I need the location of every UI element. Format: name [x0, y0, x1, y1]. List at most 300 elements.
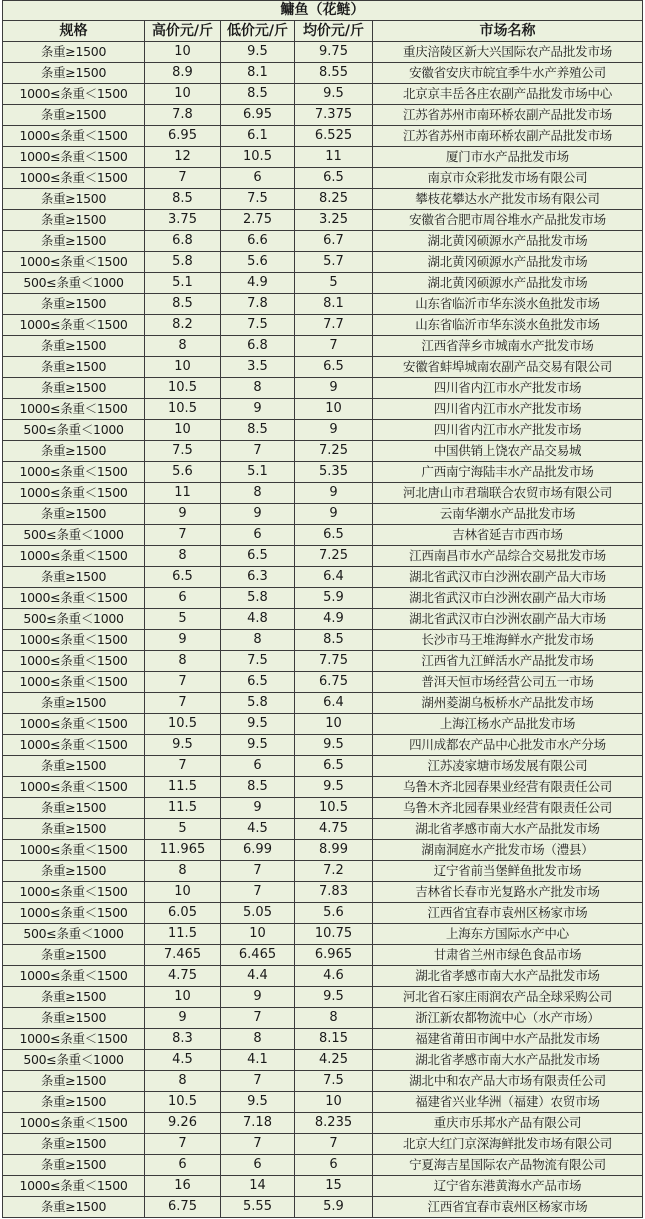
table-row	[3, 777, 643, 798]
cell-high-price: 11.5	[145, 924, 221, 945]
table-row	[3, 861, 643, 882]
price-table	[2, 0, 643, 1218]
cell-high-price: 4.5	[145, 1050, 221, 1071]
cell-market: 四川成都农产品中心批发市水产分场	[373, 735, 643, 756]
cell-spec: 条重≥1500	[3, 945, 145, 966]
cell-spec: 1000≤条重＜1500	[3, 588, 145, 609]
cell-spec: 条重≥1500	[3, 1197, 145, 1218]
cell-high-price: 4.75	[145, 966, 221, 987]
table-row	[3, 84, 643, 105]
table-row	[3, 168, 643, 189]
cell-low-price: 7	[221, 1071, 295, 1092]
cell-high-price: 8	[145, 861, 221, 882]
cell-low-price: 4.8	[221, 609, 295, 630]
cell-market: 江西南昌市水产品综合交易批发市场	[373, 546, 643, 567]
cell-avg-price: 7.83	[295, 882, 373, 903]
cell-high-price: 7	[145, 168, 221, 189]
cell-low-price: 6.465	[221, 945, 295, 966]
cell-spec: 1000≤条重＜1500	[3, 840, 145, 861]
table-row	[3, 1113, 643, 1134]
cell-low-price: 7	[221, 882, 295, 903]
cell-high-price: 6.75	[145, 1197, 221, 1218]
cell-market: 云南华潮水产品批发市场	[373, 504, 643, 525]
cell-low-price: 6.3	[221, 567, 295, 588]
cell-spec: 1000≤条重＜1500	[3, 672, 145, 693]
cell-spec: 条重≥1500	[3, 1008, 145, 1029]
cell-avg-price: 9	[295, 483, 373, 504]
cell-high-price: 9.26	[145, 1113, 221, 1134]
cell-low-price: 7	[221, 1008, 295, 1029]
cell-low-price: 7.5	[221, 189, 295, 210]
cell-spec: 500≤条重＜1000	[3, 273, 145, 294]
cell-spec: 1000≤条重＜1500	[3, 84, 145, 105]
cell-market: 江西省萍乡市城南水产批发市场	[373, 336, 643, 357]
table-row	[3, 252, 643, 273]
table-row	[3, 588, 643, 609]
cell-low-price: 5.6	[221, 252, 295, 273]
cell-market: 湖州菱湖乌板桥水产品批发市场	[373, 693, 643, 714]
cell-high-price: 6.05	[145, 903, 221, 924]
cell-avg-price: 5.9	[295, 588, 373, 609]
cell-low-price: 9	[221, 504, 295, 525]
cell-market: 湖南洞庭水产批发市场（澧县）	[373, 840, 643, 861]
cell-low-price: 5.8	[221, 588, 295, 609]
cell-high-price: 10.5	[145, 378, 221, 399]
cell-avg-price: 3.25	[295, 210, 373, 231]
cell-avg-price: 6	[295, 1155, 373, 1176]
table-row	[3, 798, 643, 819]
cell-spec: 条重≥1500	[3, 567, 145, 588]
cell-market: 攀枝花攀达水产批发市场有限公司	[373, 189, 643, 210]
table-row	[3, 546, 643, 567]
cell-market: 江苏凌家塘市场发展有限公司	[373, 756, 643, 777]
cell-spec: 条重≥1500	[3, 294, 145, 315]
cell-market: 湖北中和农产品大市场有限责任公司	[373, 1071, 643, 1092]
cell-low-price: 6.5	[221, 546, 295, 567]
cell-spec: 500≤条重＜1000	[3, 525, 145, 546]
cell-spec: 条重≥1500	[3, 819, 145, 840]
cell-avg-price: 6.7	[295, 231, 373, 252]
cell-low-price: 7.8	[221, 294, 295, 315]
cell-low-price: 6.95	[221, 105, 295, 126]
cell-avg-price: 7.2	[295, 861, 373, 882]
cell-market: 山东省临沂市华东淡水鱼批发市场	[373, 294, 643, 315]
cell-avg-price: 7.5	[295, 1071, 373, 1092]
cell-high-price: 11	[145, 483, 221, 504]
cell-high-price: 6.8	[145, 231, 221, 252]
cell-avg-price: 5.7	[295, 252, 373, 273]
cell-high-price: 7	[145, 525, 221, 546]
cell-high-price: 10	[145, 84, 221, 105]
cell-spec: 1000≤条重＜1500	[3, 126, 145, 147]
cell-avg-price: 9	[295, 504, 373, 525]
title-row	[3, 1, 643, 21]
cell-avg-price: 4.6	[295, 966, 373, 987]
cell-spec: 1000≤条重＜1500	[3, 252, 145, 273]
cell-low-price: 9.5	[221, 42, 295, 63]
cell-high-price: 5.6	[145, 462, 221, 483]
cell-spec: 条重≥1500	[3, 798, 145, 819]
header-avg-price: 均价元/斤	[295, 21, 373, 42]
cell-high-price: 16	[145, 1176, 221, 1197]
cell-market: 上海江杨水产品批发市场	[373, 714, 643, 735]
cell-spec: 条重≥1500	[3, 63, 145, 84]
cell-avg-price: 4.25	[295, 1050, 373, 1071]
cell-market: 普洱天恒市场经营公司五一市场	[373, 672, 643, 693]
cell-avg-price: 6.4	[295, 693, 373, 714]
table-row	[3, 1197, 643, 1218]
cell-high-price: 8	[145, 1071, 221, 1092]
cell-low-price: 5.55	[221, 1197, 295, 1218]
cell-high-price: 8.5	[145, 294, 221, 315]
cell-avg-price: 7.7	[295, 315, 373, 336]
cell-spec: 500≤条重＜1000	[3, 1050, 145, 1071]
cell-spec: 条重≥1500	[3, 42, 145, 63]
cell-avg-price: 4.75	[295, 819, 373, 840]
cell-avg-price: 8.55	[295, 63, 373, 84]
cell-avg-price: 8.25	[295, 189, 373, 210]
cell-avg-price: 8.15	[295, 1029, 373, 1050]
cell-market: 北京京丰岳各庄农副产品批发市场中心	[373, 84, 643, 105]
cell-high-price: 11.5	[145, 777, 221, 798]
cell-spec: 条重≥1500	[3, 1092, 145, 1113]
table-row	[3, 693, 643, 714]
cell-market: 湖北省武汉市白沙洲农副产品大市场	[373, 567, 643, 588]
cell-high-price: 5	[145, 819, 221, 840]
cell-spec: 条重≥1500	[3, 336, 145, 357]
cell-spec: 1000≤条重＜1500	[3, 966, 145, 987]
cell-avg-price: 10	[295, 399, 373, 420]
cell-market: 辽宁省东港黄海水产品市场	[373, 1176, 643, 1197]
cell-high-price: 10	[145, 357, 221, 378]
cell-low-price: 6.1	[221, 126, 295, 147]
cell-avg-price: 10	[295, 1092, 373, 1113]
table-row	[3, 609, 643, 630]
cell-high-price: 10	[145, 882, 221, 903]
cell-high-price: 3.75	[145, 210, 221, 231]
cell-spec: 条重≥1500	[3, 1134, 145, 1155]
table-row	[3, 483, 643, 504]
cell-spec: 1000≤条重＜1500	[3, 1176, 145, 1197]
cell-market: 南京市众彩批发市场有限公司	[373, 168, 643, 189]
cell-high-price: 7.8	[145, 105, 221, 126]
cell-market: 湖北黄冈硕源水产品批发市场	[373, 273, 643, 294]
cell-low-price: 6	[221, 1155, 295, 1176]
cell-spec: 条重≥1500	[3, 357, 145, 378]
cell-low-price: 8.5	[221, 420, 295, 441]
cell-spec: 条重≥1500	[3, 1155, 145, 1176]
table-body	[3, 42, 643, 1218]
cell-spec: 1000≤条重＜1500	[3, 1029, 145, 1050]
cell-spec: 1000≤条重＜1500	[3, 399, 145, 420]
cell-market: 湖北省武汉市白沙洲农副产品大市场	[373, 588, 643, 609]
table-row	[3, 294, 643, 315]
cell-spec: 1000≤条重＜1500	[3, 882, 145, 903]
cell-low-price: 5.8	[221, 693, 295, 714]
table-row	[3, 1050, 643, 1071]
cell-avg-price: 5	[295, 273, 373, 294]
cell-avg-price: 9.5	[295, 777, 373, 798]
cell-high-price: 10.5	[145, 714, 221, 735]
cell-spec: 条重≥1500	[3, 231, 145, 252]
cell-spec: 1000≤条重＜1500	[3, 147, 145, 168]
cell-avg-price: 7.25	[295, 546, 373, 567]
cell-spec: 条重≥1500	[3, 189, 145, 210]
cell-avg-price: 6.5	[295, 525, 373, 546]
cell-avg-price: 9.5	[295, 735, 373, 756]
cell-low-price: 2.75	[221, 210, 295, 231]
cell-low-price: 8.1	[221, 63, 295, 84]
cell-spec: 1000≤条重＜1500	[3, 735, 145, 756]
cell-high-price: 6	[145, 1155, 221, 1176]
cell-avg-price: 8.235	[295, 1113, 373, 1134]
table-row	[3, 504, 643, 525]
cell-high-price: 10	[145, 42, 221, 63]
cell-low-price: 4.4	[221, 966, 295, 987]
cell-market: 四川省内江市水产批发市场	[373, 420, 643, 441]
cell-spec: 条重≥1500	[3, 210, 145, 231]
table-row	[3, 126, 643, 147]
cell-avg-price: 8.5	[295, 630, 373, 651]
cell-low-price: 9.5	[221, 714, 295, 735]
cell-low-price: 8	[221, 378, 295, 399]
table-row	[3, 672, 643, 693]
cell-market: 北京大红门京深海鲜批发市场有限公司	[373, 1134, 643, 1155]
cell-low-price: 8	[221, 1029, 295, 1050]
cell-avg-price: 4.9	[295, 609, 373, 630]
cell-high-price: 8.5	[145, 189, 221, 210]
cell-market: 安徽省蚌埠城南农副产品交易有限公司	[373, 357, 643, 378]
cell-market: 重庆市乐邦水产品有限公司	[373, 1113, 643, 1134]
cell-low-price: 7.18	[221, 1113, 295, 1134]
cell-market: 江苏省苏州市南环桥农副产品批发市场	[373, 126, 643, 147]
cell-avg-price: 9	[295, 420, 373, 441]
cell-high-price: 8.2	[145, 315, 221, 336]
cell-market: 湖北省武汉市白沙洲农副产品大市场	[373, 609, 643, 630]
cell-avg-price: 10.75	[295, 924, 373, 945]
cell-high-price: 8	[145, 546, 221, 567]
table-row	[3, 819, 643, 840]
table-row	[3, 735, 643, 756]
table-row	[3, 399, 643, 420]
cell-low-price: 4.5	[221, 819, 295, 840]
cell-low-price: 7.5	[221, 315, 295, 336]
cell-low-price: 8	[221, 483, 295, 504]
table-row	[3, 189, 643, 210]
cell-market: 广西南宁海陆丰水产品批发市场	[373, 462, 643, 483]
cell-low-price: 3.5	[221, 357, 295, 378]
table-row	[3, 1155, 643, 1176]
cell-market: 江西省九江鲜活水产品批发市场	[373, 651, 643, 672]
cell-market: 湖北省孝感市南大水产品批发市场	[373, 966, 643, 987]
table-row	[3, 714, 643, 735]
cell-avg-price: 10	[295, 714, 373, 735]
table-row	[3, 756, 643, 777]
cell-low-price: 5.1	[221, 462, 295, 483]
cell-market: 中国供销上饶农产品交易城	[373, 441, 643, 462]
cell-market: 福建省莆田市闽中水产品批发市场	[373, 1029, 643, 1050]
cell-market: 河北唐山市君瑞联合农贸市场有限公司	[373, 483, 643, 504]
cell-market: 乌鲁木齐北园春果业经营有限责任公司	[373, 777, 643, 798]
cell-spec: 1000≤条重＜1500	[3, 777, 145, 798]
cell-spec: 条重≥1500	[3, 504, 145, 525]
cell-market: 湖北黄冈硕源水产品批发市场	[373, 231, 643, 252]
table-row	[3, 945, 643, 966]
cell-spec: 条重≥1500	[3, 756, 145, 777]
cell-low-price: 6.8	[221, 336, 295, 357]
cell-avg-price: 6.5	[295, 756, 373, 777]
table-row	[3, 441, 643, 462]
cell-avg-price: 6.5	[295, 168, 373, 189]
table-row	[3, 147, 643, 168]
table-row	[3, 336, 643, 357]
cell-high-price: 11.965	[145, 840, 221, 861]
cell-low-price: 10	[221, 924, 295, 945]
cell-market: 四川省内江市水产批发市场	[373, 399, 643, 420]
cell-avg-price: 5.9	[295, 1197, 373, 1218]
table-row	[3, 63, 643, 84]
cell-avg-price: 9.75	[295, 42, 373, 63]
header-high-price: 高价元/斤	[145, 21, 221, 42]
cell-low-price: 7	[221, 1134, 295, 1155]
cell-spec: 条重≥1500	[3, 441, 145, 462]
cell-high-price: 5.1	[145, 273, 221, 294]
cell-low-price: 6.99	[221, 840, 295, 861]
cell-high-price: 5.8	[145, 252, 221, 273]
cell-market: 吉林省延吉市西市场	[373, 525, 643, 546]
table-row	[3, 903, 643, 924]
cell-market: 甘肃省兰州市绿色食品市场	[373, 945, 643, 966]
cell-spec: 条重≥1500	[3, 105, 145, 126]
cell-avg-price: 7.25	[295, 441, 373, 462]
cell-high-price: 6	[145, 588, 221, 609]
table-row	[3, 315, 643, 336]
table-row	[3, 378, 643, 399]
table-row	[3, 651, 643, 672]
cell-spec: 1000≤条重＜1500	[3, 546, 145, 567]
cell-high-price: 6.95	[145, 126, 221, 147]
cell-market: 宁夏海吉星国际农产品物流有限公司	[373, 1155, 643, 1176]
table-row	[3, 567, 643, 588]
cell-avg-price: 8.1	[295, 294, 373, 315]
cell-high-price: 11.5	[145, 798, 221, 819]
cell-high-price: 7	[145, 756, 221, 777]
table-row	[3, 1092, 643, 1113]
cell-avg-price: 11	[295, 147, 373, 168]
cell-low-price: 4.9	[221, 273, 295, 294]
cell-low-price: 9.5	[221, 735, 295, 756]
cell-avg-price: 7.75	[295, 651, 373, 672]
cell-spec: 1000≤条重＜1500	[3, 483, 145, 504]
cell-market: 吉林省长春市光复路水产批发市场	[373, 882, 643, 903]
cell-spec: 条重≥1500	[3, 861, 145, 882]
cell-avg-price: 6.4	[295, 567, 373, 588]
table-row	[3, 357, 643, 378]
cell-spec: 条重≥1500	[3, 693, 145, 714]
cell-high-price: 10.5	[145, 399, 221, 420]
cell-market: 安徽省安庆市皖宜季牛水产养殖公司	[373, 63, 643, 84]
cell-market: 福建省兴业华洲（福建）农贸市场	[373, 1092, 643, 1113]
cell-low-price: 9	[221, 987, 295, 1008]
header-spec: 规格	[3, 21, 145, 42]
table-row	[3, 882, 643, 903]
table-row	[3, 1134, 643, 1155]
cell-spec: 500≤条重＜1000	[3, 609, 145, 630]
cell-market: 安徽省合肥市周谷堆水产品批发市场	[373, 210, 643, 231]
cell-high-price: 5	[145, 609, 221, 630]
table-row	[3, 1008, 643, 1029]
table-row	[3, 420, 643, 441]
cell-high-price: 9.5	[145, 735, 221, 756]
cell-market: 江苏省苏州市南环桥农副产品批发市场	[373, 105, 643, 126]
cell-avg-price: 7.375	[295, 105, 373, 126]
cell-spec: 500≤条重＜1000	[3, 924, 145, 945]
table-row	[3, 1176, 643, 1197]
cell-spec: 1000≤条重＜1500	[3, 315, 145, 336]
cell-high-price: 8	[145, 336, 221, 357]
cell-market: 浙江新农都物流中心（水产市场）	[373, 1008, 643, 1029]
cell-high-price: 10.5	[145, 1092, 221, 1113]
cell-high-price: 7	[145, 693, 221, 714]
table-row	[3, 462, 643, 483]
cell-low-price: 7	[221, 861, 295, 882]
table-row	[3, 42, 643, 63]
cell-high-price: 8.3	[145, 1029, 221, 1050]
cell-avg-price: 6.965	[295, 945, 373, 966]
cell-avg-price: 6.525	[295, 126, 373, 147]
cell-avg-price: 8	[295, 1008, 373, 1029]
cell-avg-price: 8.99	[295, 840, 373, 861]
cell-low-price: 6.6	[221, 231, 295, 252]
table-row	[3, 630, 643, 651]
cell-market: 江西省宜春市袁州区杨家市场	[373, 903, 643, 924]
cell-avg-price: 9	[295, 378, 373, 399]
cell-low-price: 8.5	[221, 84, 295, 105]
cell-low-price: 9	[221, 798, 295, 819]
cell-avg-price: 10.5	[295, 798, 373, 819]
table-row	[3, 1029, 643, 1050]
cell-high-price: 8	[145, 651, 221, 672]
cell-high-price: 10	[145, 987, 221, 1008]
cell-avg-price: 7	[295, 336, 373, 357]
cell-avg-price: 5.6	[295, 903, 373, 924]
cell-spec: 条重≥1500	[3, 378, 145, 399]
table-row	[3, 987, 643, 1008]
cell-high-price: 7	[145, 1134, 221, 1155]
table-row	[3, 525, 643, 546]
cell-high-price: 9	[145, 1008, 221, 1029]
table-head	[3, 1, 643, 42]
cell-low-price: 9.5	[221, 1092, 295, 1113]
table-row	[3, 210, 643, 231]
cell-low-price: 4.1	[221, 1050, 295, 1071]
table-row	[3, 966, 643, 987]
cell-spec: 500≤条重＜1000	[3, 420, 145, 441]
cell-market: 江西省宜春市袁州区杨家市场	[373, 1197, 643, 1218]
cell-spec: 1000≤条重＜1500	[3, 714, 145, 735]
cell-market: 长沙市马王堆海鲜水产批发市场	[373, 630, 643, 651]
cell-high-price: 7	[145, 672, 221, 693]
cell-high-price: 6.5	[145, 567, 221, 588]
cell-low-price: 6	[221, 525, 295, 546]
cell-market: 辽宁省前当堡鲜鱼批发市场	[373, 861, 643, 882]
cell-avg-price: 6.75	[295, 672, 373, 693]
cell-low-price: 6	[221, 756, 295, 777]
cell-avg-price: 9.5	[295, 84, 373, 105]
table-row	[3, 924, 643, 945]
cell-spec: 1000≤条重＜1500	[3, 903, 145, 924]
cell-low-price: 14	[221, 1176, 295, 1197]
